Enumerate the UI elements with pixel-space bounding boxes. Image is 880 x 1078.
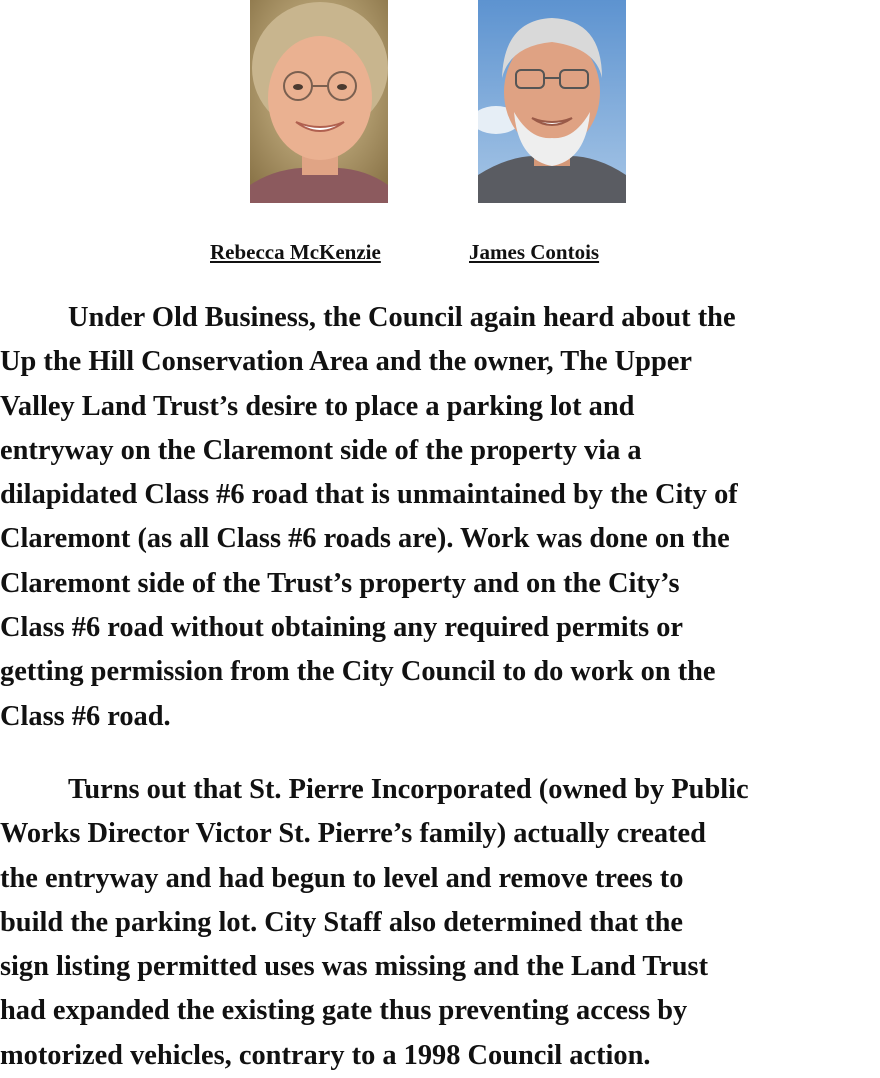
text-line: Valley Land Trust’s desire to place a parking lot and bbox=[0, 390, 635, 422]
text-line: Works Director Victor St. Pierre’s family) actually created bbox=[0, 818, 706, 850]
text-line: motorized vehicles, contrary to a 1998 Council action. bbox=[0, 1039, 651, 1071]
text-line: the entryway and had begun to level and remove trees to bbox=[0, 862, 684, 894]
portrait-rebecca-mckenzie bbox=[250, 0, 388, 203]
text-line: sign listing permitted uses was missing and the Land Trust bbox=[0, 951, 709, 983]
caption-rebecca-mckenzie: Rebecca McKenzie bbox=[210, 240, 381, 264]
text-line: entryway on the Claremont side of the property via a bbox=[0, 434, 642, 466]
caption-james-contois: James Contois bbox=[469, 240, 600, 264]
portrait-image bbox=[250, 0, 388, 203]
text-line: dilapidated Class #6 road that is unmaintained by the City of bbox=[0, 479, 738, 511]
portrait-image bbox=[478, 0, 626, 203]
text-line: build the parking lot. City Staff also determined that the bbox=[0, 906, 683, 938]
text-line: Class #6 road without obtaining any required permits or bbox=[0, 612, 684, 644]
text-line: had expanded the existing gate thus preventing access by bbox=[0, 995, 688, 1027]
text-line: Claremont (as all Class #6 roads are). Work was done on the bbox=[0, 523, 730, 555]
text-line: Class #6 road. bbox=[0, 700, 171, 732]
text-line: Claremont side of the Trust’s property and on the City’s bbox=[0, 567, 680, 599]
paragraph-st-pierre bbox=[0, 768, 880, 1078]
text-line: getting permission from the City Council to do work on the bbox=[0, 656, 716, 688]
text-line: Turns out that St. Pierre Incorporated (owned by Public bbox=[68, 774, 749, 805]
portrait-james-contois bbox=[478, 0, 626, 203]
text-line: Up the Hill Conservation Area and the owner, The Upper bbox=[0, 346, 692, 378]
text-line: Under Old Business, the Council again heard about the bbox=[68, 302, 736, 333]
paragraph-old-business bbox=[0, 296, 880, 739]
